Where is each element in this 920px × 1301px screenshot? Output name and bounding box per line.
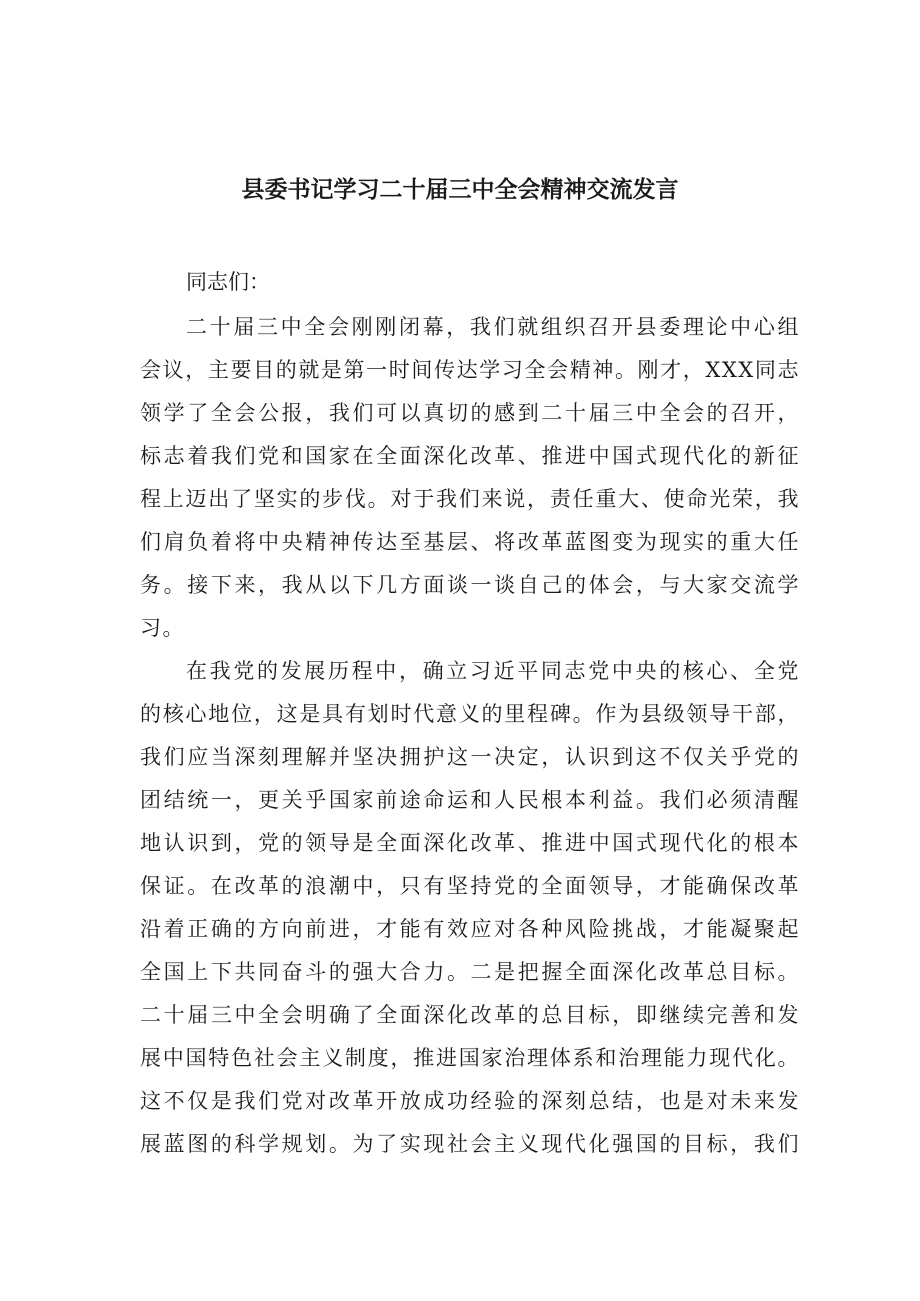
paragraph-line: 保证。在改革的浪潮中，只有坚持党的全面领导，才能确保改革: [140, 874, 800, 898]
paragraph-line: 这不仅是我们党对改革开放成功经验的深刻总结，也是对未来发: [140, 1089, 800, 1113]
paragraph-line: 展蓝图的科学规划。为了实现社会主义现代化强国的目标，我们: [140, 1132, 800, 1156]
paragraph-line: 程上迈出了坚实的步伐。对于我们来说，责任重大、使命光荣，我: [140, 487, 800, 511]
paragraph-line: 二十届三中全会明确了全面深化改革的总目标，即继续完善和发: [140, 1003, 800, 1027]
paragraph-line: 团结统一，更关乎国家前途命运和人民根本利益。我们必须清醒: [140, 788, 800, 812]
paragraph-1: [140, 306, 800, 650]
salutation: 同志们：: [186, 270, 270, 294]
paragraph-line: 的核心地位，这是具有划时代意义的里程碑。作为县级领导干部，: [140, 702, 800, 726]
paragraph-line: 在我党的发展历程中，确立习近平同志党中央的核心、全党: [186, 659, 800, 683]
paragraph-line: 务。接下来，我从以下几方面谈一谈自己的体会，与大家交流学: [140, 573, 800, 597]
paragraph-line: 会议，主要目的就是第一时间传达学习全会精神。刚才，XXX同志: [140, 358, 800, 382]
paragraph-2: [140, 650, 800, 1166]
paragraph-line: 我们应当深刻理解并坚决拥护这一决定，认识到这不仅关乎党的: [140, 745, 800, 769]
paragraph-line: 二十届三中全会刚刚闭幕，我们就组织召开县委理论中心组: [186, 315, 800, 339]
paragraph-line: 标志着我们党和国家在全面深化改革、推进中国式现代化的新征: [140, 444, 800, 468]
document-title: 县委书记学习二十届三中全会精神交流发言: [241, 177, 679, 203]
paragraph-line: 习。: [140, 616, 185, 640]
paragraph-line: 展中国特色社会主义制度，推进国家治理体系和治理能力现代化。: [140, 1046, 800, 1070]
paragraph-line: 们肩负着将中央精神传达至基层、将改革蓝图变为现实的重大任: [140, 530, 800, 554]
paragraph-line: 沿着正确的方向前进，才能有效应对各种风险挑战，才能凝聚起: [140, 917, 800, 941]
paragraph-line: 领学了全会公报，我们可以真切的感到二十届三中全会的召开，: [140, 401, 800, 425]
paragraph-line: 地认识到，党的领导是全面深化改革、推进中国式现代化的根本: [140, 831, 800, 855]
paragraph-line: 全国上下共同奋斗的强大合力。二是把握全面深化改革总目标。: [140, 960, 800, 984]
